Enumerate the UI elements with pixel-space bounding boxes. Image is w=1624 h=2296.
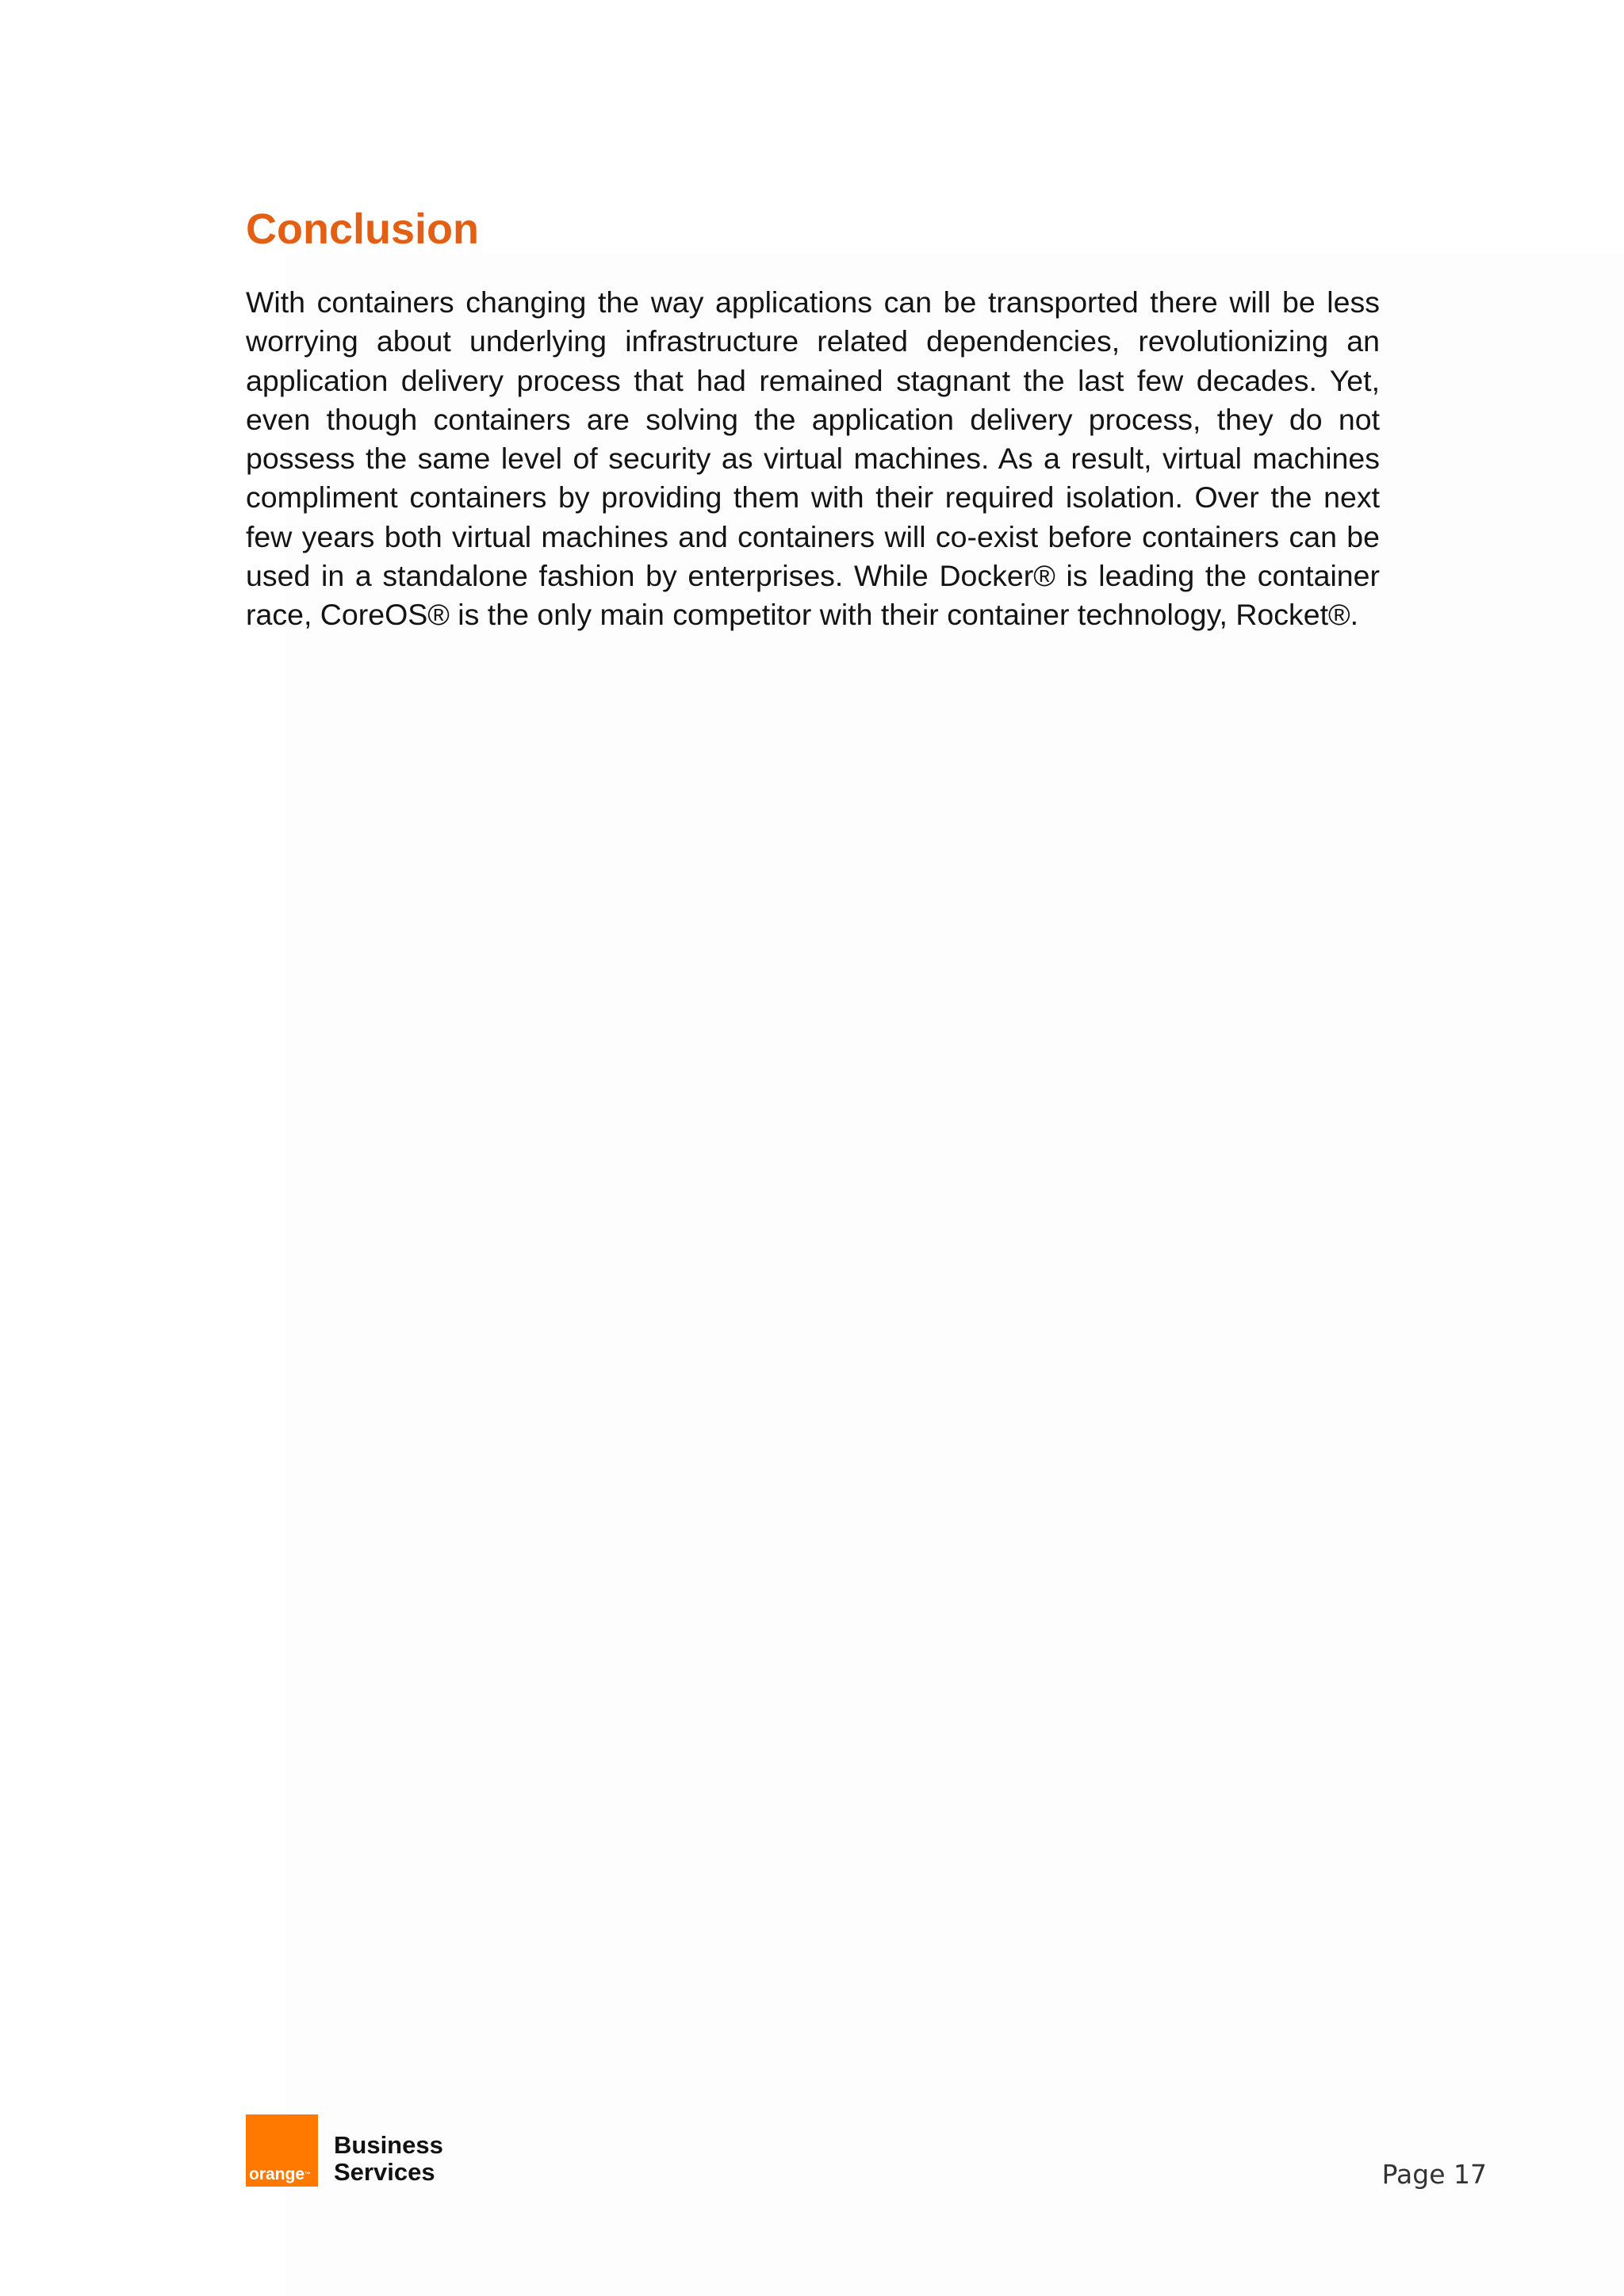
logo-line-services: Services — [334, 2158, 435, 2186]
document-content — [246, 202, 1380, 635]
conclusion-paragraph: With containers changing the way applications can be transported there will be less worrying about underlying infrastructure related dependencies, revolutionizing an application delivery process that had remained stagnant the last few decades. Yet, even though containers are solving the application delivery process, they do not possess the same level of security as virtual machines. As a result, virtual machines compliment containers by providing them with their required isolation. Over the next few years both virtual machines and containers will co-exist before containers can be used in a standalone fashion by enterprises. While Docker® is leading the container race, CoreOS® is the only main competitor with their container technology, Rocket®. — [246, 285, 1380, 632]
logo-line-business: Business — [334, 2131, 443, 2159]
page-number: Page 17 — [1381, 2159, 1487, 2190]
orange-business-services-logo — [246, 2114, 443, 2187]
orange-logo-square — [246, 2114, 318, 2187]
logo-text — [334, 2132, 443, 2187]
section-heading: Conclusion — [246, 205, 479, 253]
orange-wordmark: orange™ — [249, 2165, 312, 2183]
